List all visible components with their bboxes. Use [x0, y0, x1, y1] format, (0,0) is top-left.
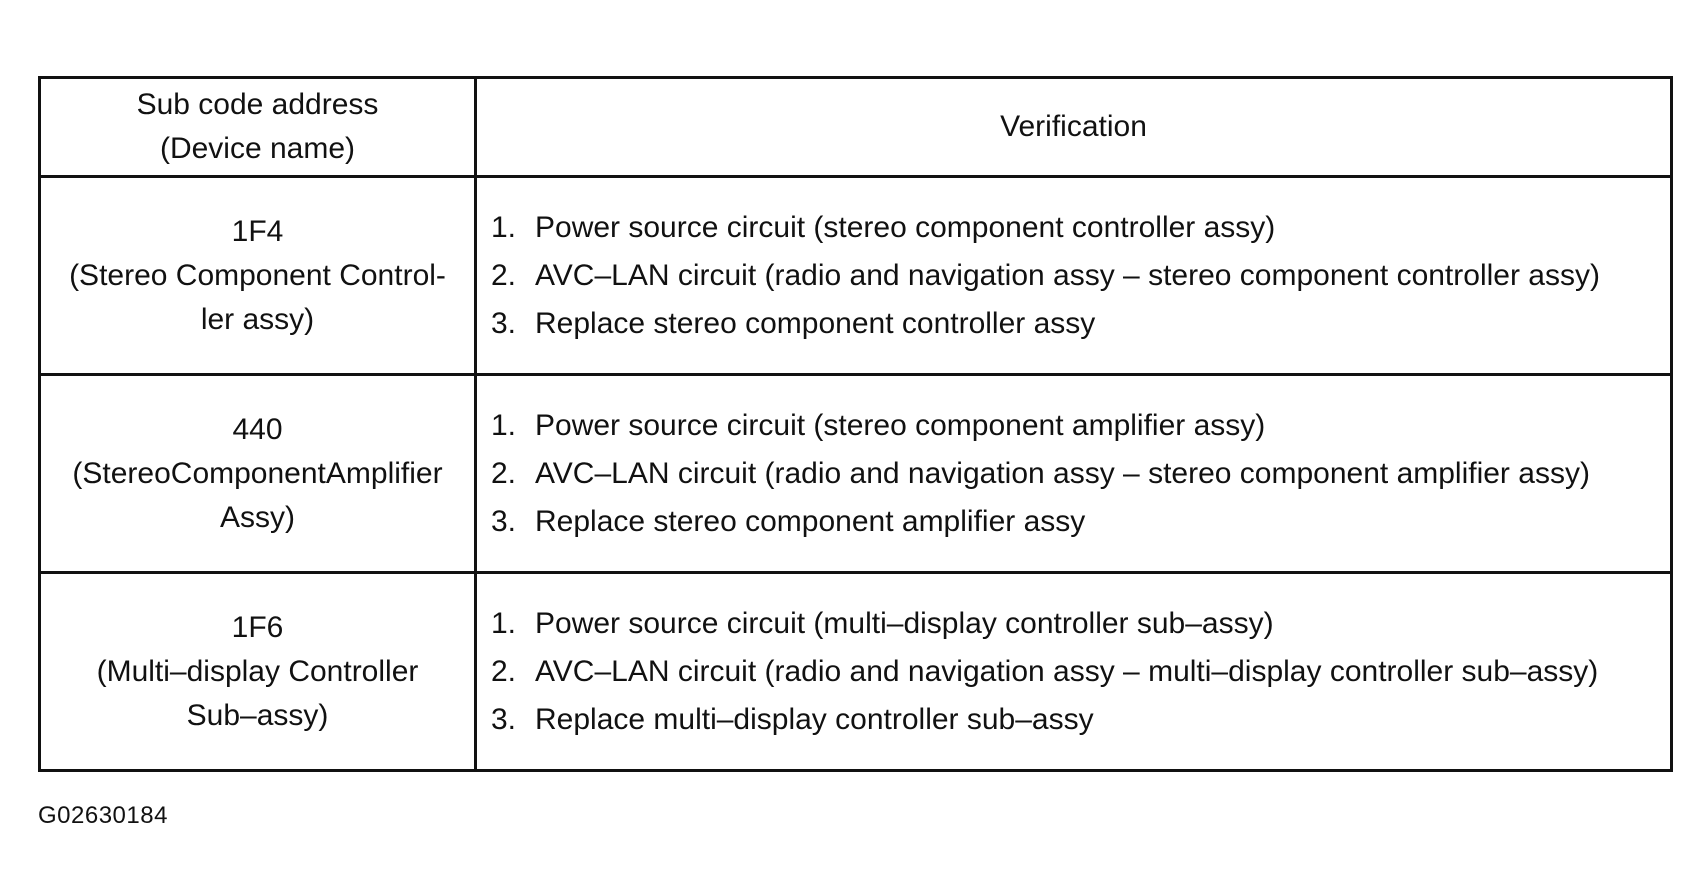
step-item	[491, 204, 1650, 252]
step-text: Power source circuit (multi–display controller sub–assy)	[535, 606, 1274, 640]
device-name-line1: (Multi–display Controller	[96, 654, 419, 688]
verification-cell	[476, 177, 1672, 375]
step-number: 2.	[491, 258, 517, 292]
step-number: 2.	[491, 456, 517, 490]
step-text: Replace multi–display controller sub–assy	[535, 702, 1094, 736]
table-row	[40, 177, 1672, 375]
sub-code-verification-table	[38, 76, 1673, 772]
sub-code: 1F4	[231, 214, 284, 248]
verification-steps	[477, 594, 1670, 750]
step-item	[491, 300, 1650, 348]
step-number: 1.	[491, 606, 517, 640]
step-item	[491, 648, 1650, 696]
device-cell	[40, 177, 476, 375]
step-number: 3.	[491, 702, 517, 736]
device-name-line2: ler assy)	[200, 302, 315, 336]
header-col1-line1: Sub code address	[136, 88, 379, 121]
device-name-line1: (StereoComponentAmplifier	[72, 456, 443, 490]
step-item	[491, 402, 1650, 450]
step-number: 3.	[491, 306, 517, 340]
header-col1-line2: (Device name)	[159, 132, 356, 165]
device-cell	[40, 573, 476, 771]
step-item	[491, 696, 1650, 744]
step-item	[491, 498, 1650, 546]
verification-steps	[477, 396, 1670, 552]
step-text: Power source circuit (stereo component controller assy)	[535, 210, 1276, 244]
table-row	[40, 375, 1672, 573]
step-text: Power source circuit (stereo component amplifier assy)	[535, 408, 1266, 442]
table-row	[40, 573, 1672, 771]
step-text: AVC–LAN circuit (radio and navigation assy – multi–display controller sub–assy)	[535, 654, 1599, 688]
step-text: AVC–LAN circuit (radio and navigation assy – stereo component amplifier assy)	[535, 456, 1590, 490]
table-header-row	[40, 78, 1672, 177]
step-number: 1.	[491, 210, 517, 244]
step-item	[491, 450, 1650, 498]
step-number: 3.	[491, 504, 517, 538]
device-name-line2: Assy)	[220, 500, 295, 534]
header-verification: Verification	[476, 78, 1672, 177]
step-text: Replace stereo component amplifier assy	[535, 504, 1086, 538]
step-item	[491, 252, 1650, 300]
verification-cell	[476, 375, 1672, 573]
step-text: AVC–LAN circuit (radio and navigation assy – stereo component controller assy)	[535, 258, 1600, 292]
step-number: 1.	[491, 408, 517, 442]
step-text: Replace stereo component controller assy	[535, 306, 1096, 340]
sub-code: 1F6	[231, 610, 284, 644]
sub-code: 440	[232, 412, 283, 446]
step-item	[491, 600, 1650, 648]
step-number: 2.	[491, 654, 517, 688]
header-sub-code-address	[40, 78, 476, 177]
device-name-line1: (Stereo Component Control-	[69, 258, 446, 292]
device-cell	[40, 375, 476, 573]
figure-code: G02630184	[38, 802, 168, 829]
verification-cell	[476, 573, 1672, 771]
verification-steps	[477, 198, 1670, 354]
device-name-line2: Sub–assy)	[186, 698, 329, 732]
